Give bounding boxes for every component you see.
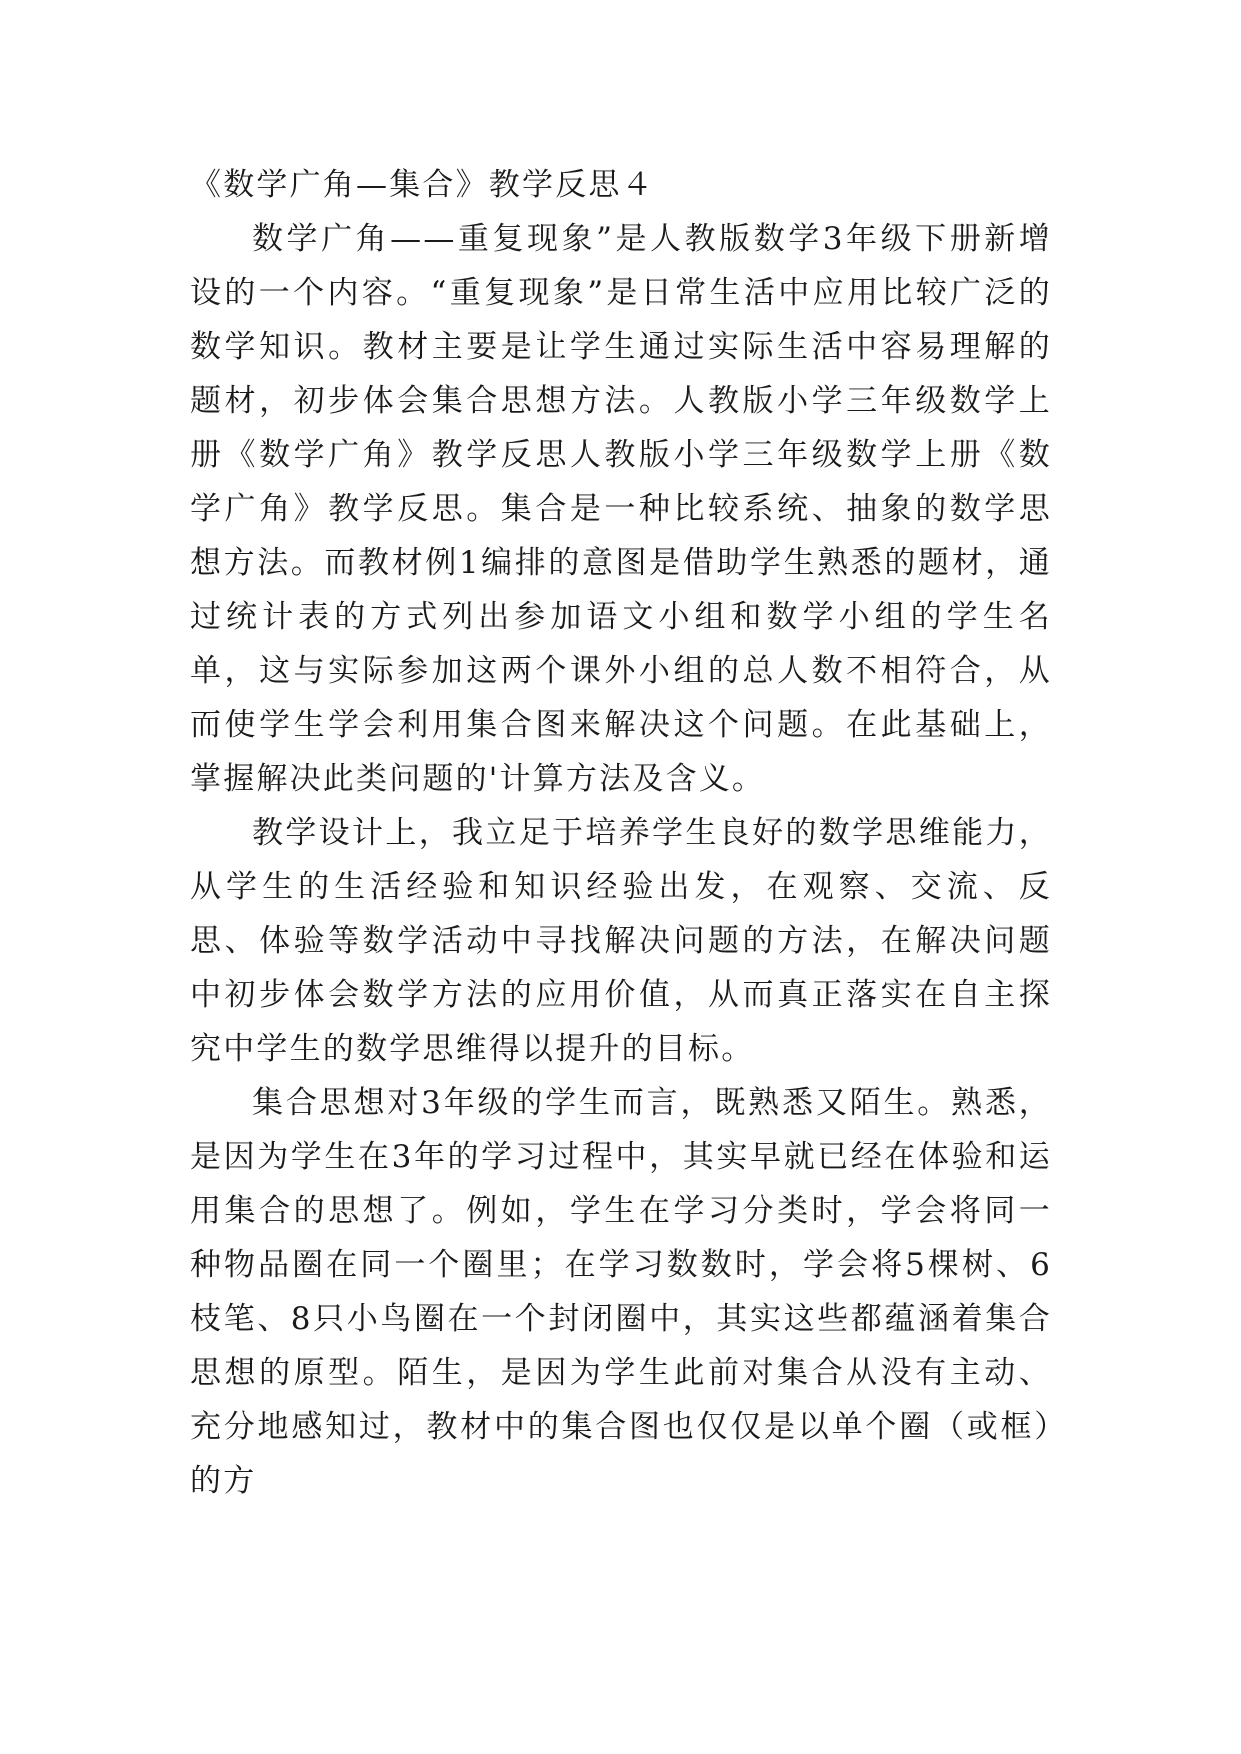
paragraph-1: 数学广角——重复现象”是人教版数学3年级下册新增设的一个内容。“重复现象”是日常生活中应用比较广泛的数学知识。教材主要是让学生通过实际生活中容易理解的题材，初步体会集合思想方法。人教版小学三年级数学上册《数学广角》教学反思人教版小学三年级数学上册《数学广角》教学反思。集合是一种比较系统、抽象的数学思想方法。而教材例1编排的意图是借助学生熟悉的题材，通过统计表的方式列出参加语文小组和数学小组的学生名单，这与实际参加这两个课外小组的总人数不相符合，从而使学生学会利用集合图来解决这个问题。在此基础上，掌握解决此类问题的'计算方法及含义。 xyxy=(190,221,1052,797)
document-title: 《数学广角—集合》教学反思４ xyxy=(190,167,655,203)
paragraph-3: 集合思想对3年级的学生而言，既熟悉又陌生。熟悉，是因为学生在3年的学习过程中，其实早就已经在体验和运用集合的思想了。例如，学生在学习分类时，学会将同一种物品圈在同一个圈里；在学习数数时，学会将5棵树、6枝笔、8只小鸟圈在一个封闭圈中，其实这些都蕴涵着集合思想的原型。陌生，是因为学生此前对集合从没有主动、充分地感知过，教材中的集合图也仅仅是以单个圈（或框）的方 xyxy=(190,1085,1052,1499)
paragraph-2: 教学设计上，我立足于培养学生良好的数学思维能力，从学生的生活经验和知识经验出发，在观察、交流、反思、体验等数学活动中寻找解决问题的方法，在解决问题中初步体会数学方法的应用价值，从而真正落实在自主探究中学生的数学思维得以提升的目标。 xyxy=(190,815,1052,1067)
document-body xyxy=(190,158,1052,1508)
